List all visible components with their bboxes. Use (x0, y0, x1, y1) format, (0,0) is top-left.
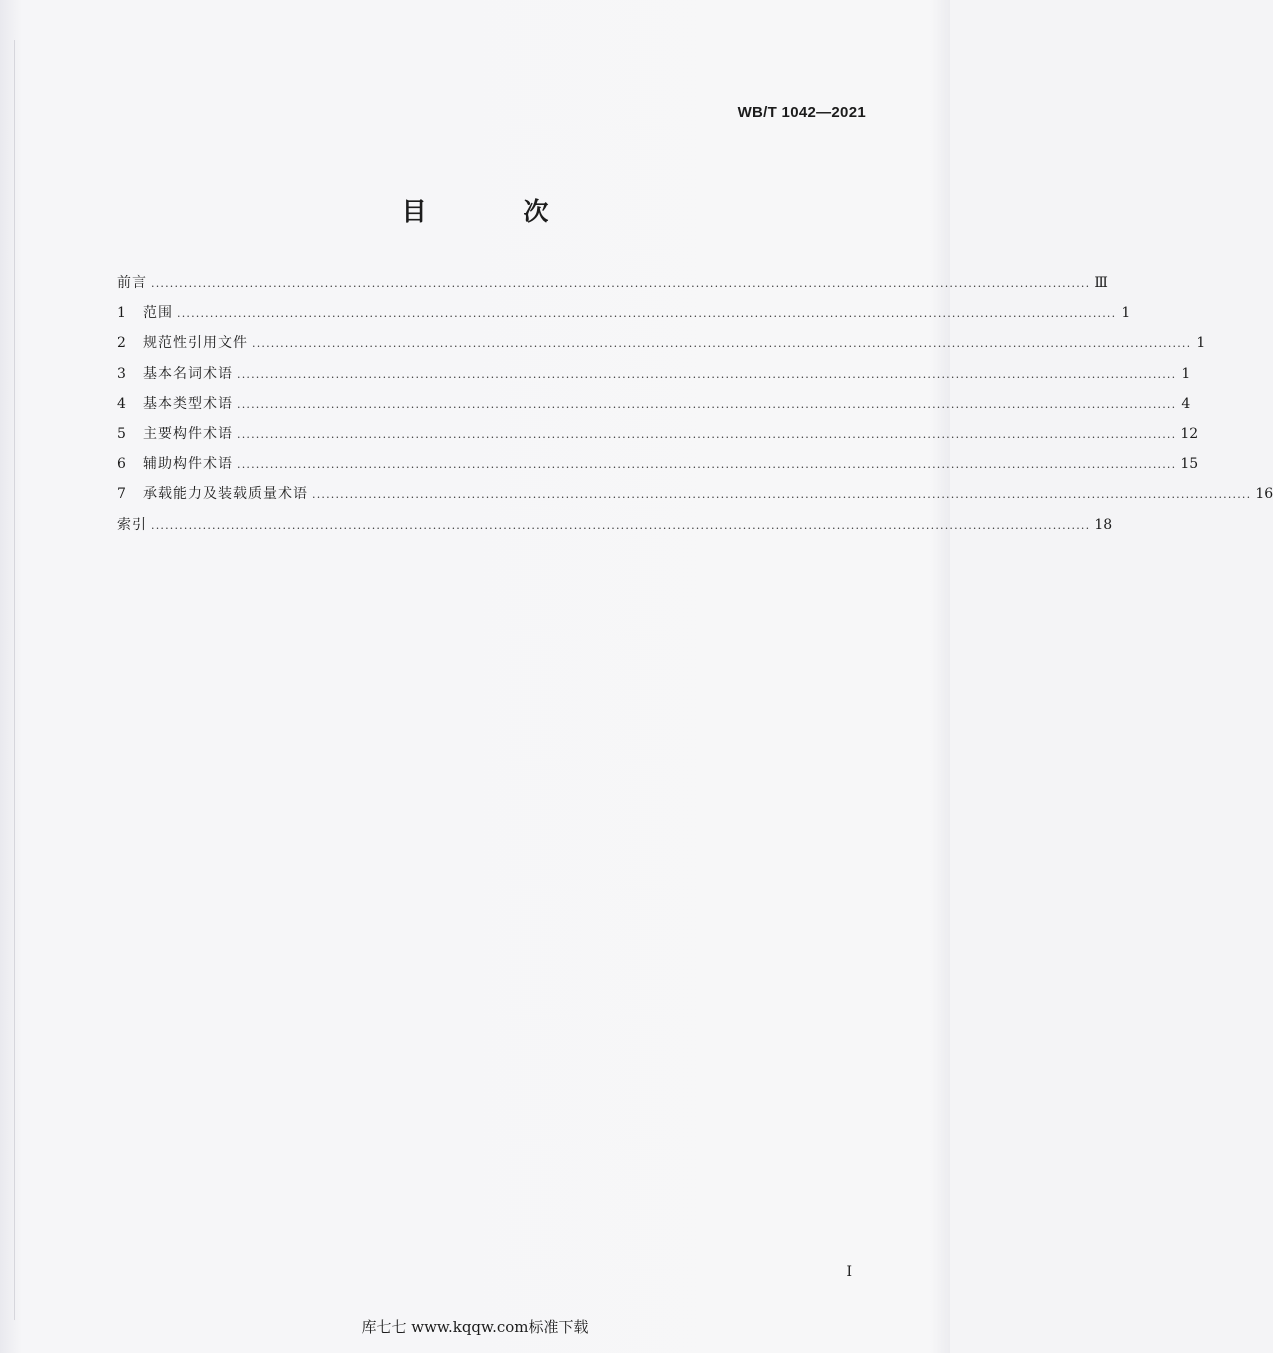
toc-entry-number: 1 (117, 305, 126, 322)
toc-entry[interactable] (117, 332, 1206, 362)
toc-entry-page: 1 (1121, 305, 1131, 322)
toc-entry-number: 2 (117, 335, 126, 352)
toc-entry[interactable] (117, 483, 1273, 513)
toc-entry-title: 辅助构件术语 (143, 456, 233, 473)
toc-entry[interactable] (117, 363, 1191, 393)
toc-entry-label (117, 272, 147, 292)
toc-entry-title: 前言 (117, 275, 147, 291)
toc-leader-dots: ........................................................................................................................................................................................................ (312, 488, 1252, 502)
toc-entry-label (117, 423, 233, 443)
toc-entry-title: 基本类型术语 (143, 395, 233, 412)
toc-entry-page: 1 (1181, 365, 1191, 382)
toc-entry-title: 承载能力及装载质量术语 (143, 486, 308, 503)
toc-leader-dots: ........................................................................................................................................................................................................ (237, 367, 1177, 381)
toc-entry-label (117, 302, 173, 322)
toc-entry-number: 6 (117, 456, 126, 473)
toc-entry-label (117, 483, 308, 503)
toc-leader-dots: ........................................................................................................................................................................................................ (237, 458, 1177, 472)
toc-entry-page: 18 (1094, 516, 1113, 533)
toc-entry-title: 基本名词术语 (143, 365, 233, 382)
toc-entry-number: 7 (117, 486, 126, 503)
toc-leader-dots: ........................................................................................................................................................................................................ (151, 518, 1091, 532)
document-code: WB/T 1042—2021 (737, 104, 866, 121)
toc-entry-number: 4 (117, 395, 126, 412)
toc-entry-page: 15 (1180, 456, 1199, 473)
toc-leader-dots: ........................................................................................................................................................................................................ (237, 397, 1177, 411)
toc-entry-title: 主要构件术语 (143, 425, 233, 442)
toc-entry[interactable] (117, 453, 1199, 483)
table-of-contents (117, 272, 1273, 544)
toc-entry[interactable] (117, 272, 1108, 302)
toc-entry[interactable] (117, 302, 1131, 332)
toc-entry-page: Ⅲ (1094, 275, 1108, 291)
toc-entry[interactable] (117, 423, 1199, 453)
toc-entry-number: 5 (117, 425, 126, 442)
toc-entry-label (117, 332, 248, 352)
toc-entry-page: 4 (1181, 395, 1191, 412)
toc-entry-number: 3 (117, 365, 126, 382)
toc-entry-page: 16 (1255, 486, 1273, 503)
toc-leader-dots: ........................................................................................................................................................................................................ (237, 427, 1177, 441)
toc-entry-label (117, 514, 147, 534)
toc-entry-title: 范围 (143, 305, 173, 322)
toc-entry-label (117, 453, 233, 473)
toc-entry-page: 1 (1196, 335, 1206, 352)
toc-entry-title: 索引 (117, 516, 147, 533)
page-number: Ⅰ (846, 1264, 852, 1280)
toc-title: 目 次 (401, 197, 593, 226)
toc-leader-dots: ........................................................................................................................................................................................................ (151, 277, 1091, 290)
toc-entry-page: 12 (1180, 425, 1199, 442)
toc-entry-label (117, 393, 233, 413)
toc-leader-dots: ........................................................................................................................................................................................................ (252, 337, 1192, 351)
toc-entry[interactable] (117, 393, 1191, 423)
toc-entry[interactable] (117, 514, 1113, 544)
toc-leader-dots: ........................................................................................................................................................................................................ (177, 307, 1117, 321)
toc-entry-title: 规范性引用文件 (143, 335, 248, 352)
footer-watermark: 库七七 www.kqqw.com标准下载 (361, 1318, 589, 1336)
toc-entry-label (117, 363, 233, 383)
scan-edge-line (14, 40, 15, 1320)
